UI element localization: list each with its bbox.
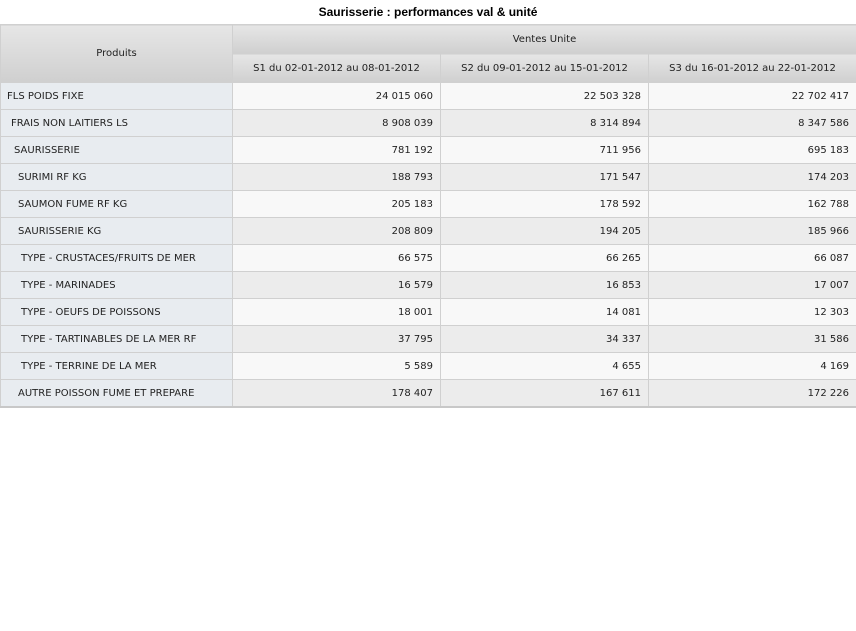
value-cell-s1: 37 795 (233, 326, 441, 353)
value-cell-s1: 66 575 (233, 245, 441, 272)
row-label[interactable]: FRAIS NON LAITIERS LS (1, 110, 233, 137)
value-cell-s3: 185 966 (649, 218, 856, 245)
table-row[interactable] (1, 326, 856, 353)
value-cell-s1: 781 192 (233, 137, 441, 164)
column-header-s2[interactable]: S2 du 09-01-2012 au 15-01-2012 (441, 54, 649, 83)
value-cell-s3: 4 169 (649, 353, 856, 380)
header-row-group (1, 25, 856, 54)
value-cell-s3: 172 226 (649, 380, 856, 408)
table-row[interactable] (1, 110, 856, 137)
column-header-s1[interactable]: S1 du 02-01-2012 au 08-01-2012 (233, 54, 441, 83)
row-label[interactable]: FLS POIDS FIXE (1, 83, 233, 110)
row-label[interactable]: SAUMON FUME RF KG (1, 191, 233, 218)
table-row[interactable] (1, 137, 856, 164)
table-body (1, 83, 856, 408)
value-cell-s2: 4 655 (441, 353, 649, 380)
table-row[interactable] (1, 272, 856, 299)
value-cell-s2: 178 592 (441, 191, 649, 218)
table-row[interactable] (1, 191, 856, 218)
table-row[interactable] (1, 299, 856, 326)
table-row[interactable] (1, 380, 856, 408)
column-header-s3[interactable]: S3 du 16-01-2012 au 22-01-2012 (649, 54, 856, 83)
value-cell-s3: 174 203 (649, 164, 856, 191)
value-cell-s2: 66 265 (441, 245, 649, 272)
value-cell-s3: 162 788 (649, 191, 856, 218)
value-cell-s2: 167 611 (441, 380, 649, 408)
table-row[interactable] (1, 164, 856, 191)
value-cell-s2: 14 081 (441, 299, 649, 326)
value-cell-s3: 12 303 (649, 299, 856, 326)
row-label[interactable]: TYPE - MARINADES (1, 272, 233, 299)
value-cell-s3: 17 007 (649, 272, 856, 299)
row-label[interactable]: TYPE - OEUFS DE POISSONS (1, 299, 233, 326)
value-cell-s2: 34 337 (441, 326, 649, 353)
value-cell-s1: 5 589 (233, 353, 441, 380)
value-cell-s3: 695 183 (649, 137, 856, 164)
value-cell-s1: 178 407 (233, 380, 441, 408)
row-label[interactable]: TYPE - TARTINABLES DE LA MER RF (1, 326, 233, 353)
value-cell-s1: 188 793 (233, 164, 441, 191)
table-row[interactable] (1, 353, 856, 380)
table-row[interactable] (1, 83, 856, 110)
value-cell-s2: 16 853 (441, 272, 649, 299)
value-cell-s3: 31 586 (649, 326, 856, 353)
value-cell-s2: 711 956 (441, 137, 649, 164)
value-cell-s3: 22 702 417 (649, 83, 856, 110)
value-cell-s1: 208 809 (233, 218, 441, 245)
row-label[interactable]: TYPE - TERRINE DE LA MER (1, 353, 233, 380)
column-header-products[interactable]: Produits (1, 25, 233, 83)
value-cell-s1: 8 908 039 (233, 110, 441, 137)
value-cell-s3: 66 087 (649, 245, 856, 272)
row-label[interactable]: SAURISSERIE (1, 137, 233, 164)
column-header-group-ventes[interactable]: Ventes Unite (233, 25, 856, 54)
value-cell-s1: 18 001 (233, 299, 441, 326)
value-cell-s3: 8 347 586 (649, 110, 856, 137)
row-label[interactable]: AUTRE POISSON FUME ET PREPARE (1, 380, 233, 408)
value-cell-s2: 22 503 328 (441, 83, 649, 110)
report-title: Saurisserie : performances val & unité (318, 5, 538, 19)
value-cell-s1: 16 579 (233, 272, 441, 299)
value-cell-s1: 205 183 (233, 191, 441, 218)
row-label[interactable]: TYPE - CRUSTACES/FRUITS DE MER (1, 245, 233, 272)
value-cell-s2: 8 314 894 (441, 110, 649, 137)
row-label[interactable]: SURIMI RF KG (1, 164, 233, 191)
table-row[interactable] (1, 218, 856, 245)
value-cell-s2: 171 547 (441, 164, 649, 191)
sales-table (0, 24, 856, 408)
table-row[interactable] (1, 245, 856, 272)
value-cell-s1: 24 015 060 (233, 83, 441, 110)
value-cell-s2: 194 205 (441, 218, 649, 245)
row-label[interactable]: SAURISSERIE KG (1, 218, 233, 245)
